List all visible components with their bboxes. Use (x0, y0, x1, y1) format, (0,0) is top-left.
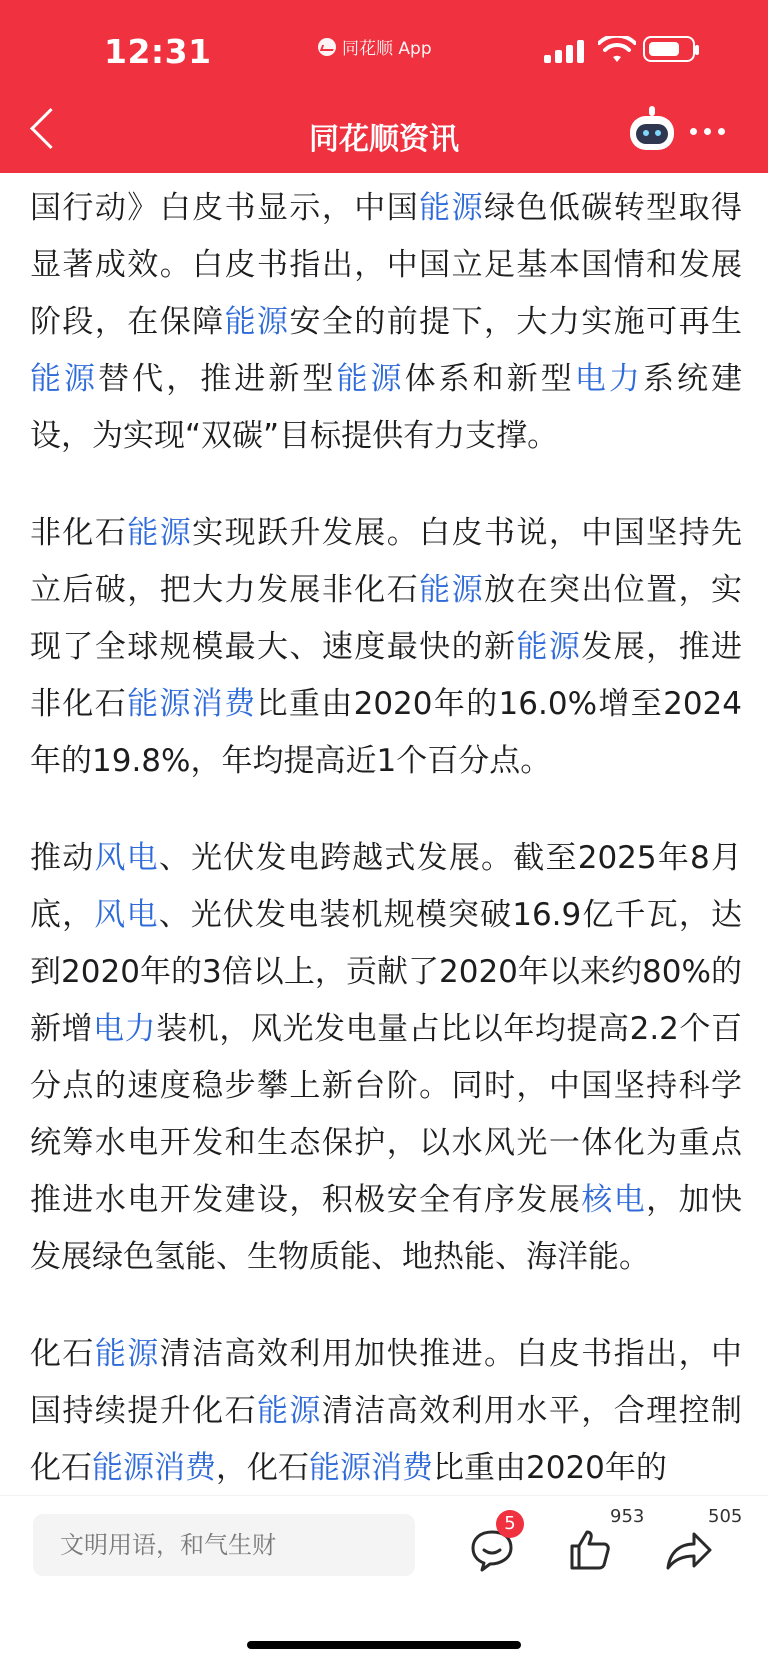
comment-count-badge: 5 (496, 1510, 524, 1538)
article-text: ，加快发展绿色氢能、生物质能、地热能、海洋能。 (30, 1182, 743, 1275)
article-text: 体系和新型 (404, 361, 575, 397)
article-paragraph (30, 830, 742, 1286)
keyword-link[interactable]: 能源消费 (309, 1450, 433, 1486)
keyword-link[interactable]: 能源消费 (127, 686, 257, 722)
keyword-link[interactable]: 风电 (94, 897, 159, 933)
keyword-link[interactable]: 能源 (257, 1393, 322, 1429)
keyword-link[interactable]: 能源 (94, 1336, 160, 1372)
thumbs-up-icon (566, 1526, 614, 1574)
article-text: 替代，推进新型 (98, 361, 337, 397)
article-text: 系统建设，为实现“双碳”目标提供有力支撑。 (30, 361, 743, 454)
status-source-app (318, 34, 432, 59)
article-text: 发展，推进非化石 (30, 629, 743, 722)
keyword-link[interactable]: 能源 (419, 572, 485, 608)
article-text: 装机，风光发电量占比以年均提高2.2个百分点的速度稳步攀上新台阶。同时，中国坚持科学统筹水电开发和生态保护，以水风光一体化为重点推进水电开发建设，积极安全有序发展 (30, 1011, 743, 1218)
article-body (30, 180, 742, 1537)
keyword-link[interactable]: 能源 (419, 190, 485, 226)
keyword-link[interactable]: 能源 (336, 361, 405, 397)
article-text: 比重由2020年的 (433, 1450, 667, 1486)
keyword-link[interactable]: 电力 (574, 361, 643, 397)
share-arrow-icon (664, 1526, 714, 1574)
keyword-link[interactable]: 能源 (224, 304, 290, 340)
article-text: 非化石 (30, 515, 128, 551)
article-text: 实现跃升发展。白皮书说，中国坚持先立后破，把大力发展非化石 (30, 515, 743, 608)
cellular-signal-icon (544, 40, 584, 63)
keyword-link[interactable]: 风电 (94, 840, 159, 876)
article-text: 化石 (30, 1336, 95, 1372)
article-paragraph (30, 180, 742, 465)
article-text: 推动 (30, 840, 95, 876)
tonghuashun-logo-icon (318, 38, 336, 56)
like-count: 953 (610, 1506, 645, 1527)
status-time: 12:31 (104, 32, 212, 71)
comment-input[interactable]: 文明用语，和气生财 (33, 1514, 415, 1576)
article-paragraph (30, 505, 742, 790)
keyword-link[interactable]: 能源 (516, 629, 582, 665)
keyword-link[interactable]: 能源 (127, 515, 193, 551)
article-text: ，化石 (216, 1450, 309, 1486)
article-text: 清洁高效利用水平，合理控制化石 (30, 1393, 743, 1486)
page-title: 同花顺资讯 (309, 122, 459, 157)
share-button[interactable] (664, 1506, 743, 1580)
keyword-link[interactable]: 能源消费 (92, 1450, 216, 1486)
article-text: 清洁高效利用加快推进。白皮书指出，中国持续提升化石 (30, 1336, 743, 1429)
battery-icon (643, 36, 695, 62)
like-button[interactable] (566, 1506, 645, 1580)
article-text: 、光伏发电装机规模突破16.9亿千瓦，达到2020年的3倍以上，贡献了2020年以来约80%的新增 (30, 897, 742, 1047)
keyword-link[interactable]: 能源 (30, 361, 99, 397)
article-text: 放在突出位置，实现了全球规模最大、速度最快的新 (30, 572, 743, 665)
wifi-icon (598, 36, 636, 64)
comment-button[interactable] (466, 1513, 530, 1580)
article-text: 安全的前提下，大力实施可再生 (289, 304, 743, 340)
article-text: 比重由2020年的16.0%增至2024年的19.8%，年均提高近1个百分点。 (30, 686, 743, 779)
header (0, 0, 768, 173)
more-options-button[interactable] (690, 128, 725, 135)
article-text: 国行动》白皮书显示，中国 (30, 190, 420, 226)
status-app-label: 同花顺 App (342, 39, 432, 59)
home-indicator (247, 1641, 521, 1649)
keyword-link[interactable]: 电力 (93, 1011, 157, 1047)
keyword-link[interactable]: 核电 (581, 1182, 647, 1218)
article-text: 绿色低碳转型取得显著成效。白皮书指出，中国立足基本国情和发展阶段，在保障 (30, 190, 743, 340)
assistant-bot-icon[interactable] (630, 116, 674, 150)
article-text: 、光伏发电跨越式发展。截至2025年8月底， (30, 840, 742, 933)
share-count: 505 (708, 1506, 743, 1527)
article-paragraph (30, 1326, 742, 1497)
